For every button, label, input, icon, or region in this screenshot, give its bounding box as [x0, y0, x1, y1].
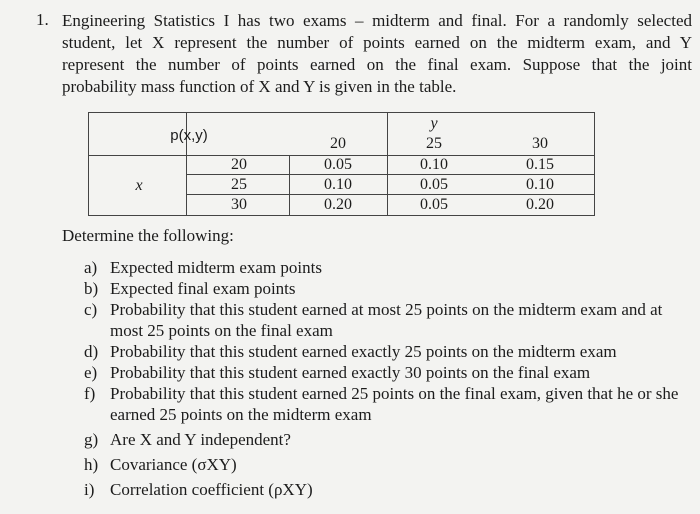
part-text: Expected midterm exam points — [110, 258, 322, 277]
part-text: Correlation coefficient (ρXY) — [110, 480, 313, 499]
table-cell: 0.10 — [526, 176, 554, 193]
list-item — [84, 299, 684, 341]
row-header: 20 — [231, 156, 247, 173]
part-letter: c) — [84, 300, 98, 319]
table-cell: 0.05 — [420, 196, 448, 213]
part-letter: e) — [84, 363, 98, 382]
intro-line: represent the number of points earned on the final exam. Suppose that the joint — [62, 55, 692, 74]
problem-intro — [62, 10, 692, 98]
part-letter: a) — [84, 258, 98, 277]
table-divider — [289, 155, 290, 215]
intro-line: student, let X represent the number of points earned on the midterm exam, and Y — [62, 33, 692, 52]
list-item — [84, 278, 684, 299]
pmf-label: p(x,y) — [170, 127, 208, 144]
problem-number: 1. — [36, 10, 49, 29]
part-letter: f) — [84, 384, 96, 403]
part-text: Are X and Y independent? — [110, 430, 291, 449]
list-item — [84, 454, 684, 475]
determine-label: Determine the following: — [62, 226, 234, 245]
list-item — [84, 383, 684, 425]
list-item — [84, 341, 684, 362]
part-letter: h) — [84, 455, 99, 474]
col-header: 20 — [330, 135, 346, 152]
col-header: 25 — [426, 135, 442, 152]
part-letter: g) — [84, 430, 99, 449]
table-divider — [186, 174, 594, 175]
intro-line: Engineering Statistics I has two exams – midterm and final. For a randomly selected — [62, 11, 692, 30]
part-text: Expected final exam points — [110, 279, 296, 298]
row-variable: x — [135, 177, 143, 194]
list-item — [84, 362, 684, 383]
table-cell: 0.05 — [420, 176, 448, 193]
part-letter: b) — [84, 279, 99, 298]
part-letter: i) — [84, 480, 95, 499]
table-divider — [186, 194, 594, 195]
part-text: Probability that this student earned at most 25 points on the midterm exam and at most 25 points on the final exam — [110, 300, 663, 340]
table-cell: 0.20 — [526, 196, 554, 213]
table-divider — [387, 113, 388, 215]
list-item — [84, 479, 684, 500]
part-text: Probability that this student earned exactly 30 points on the final exam — [110, 363, 591, 382]
table-cell: 0.15 — [526, 156, 554, 173]
table-cell: 0.10 — [324, 176, 352, 193]
part-text: Probability that this student earned 25 points on the final exam, given that he or she earned 25 points on the midterm exam — [110, 384, 679, 424]
list-item — [84, 257, 684, 278]
col-header: 30 — [532, 135, 548, 152]
part-text: Covariance (σXY) — [110, 455, 237, 474]
part-text: Probability that this student earned exactly 25 points on the midterm exam — [110, 342, 617, 361]
table-cell: 0.20 — [324, 196, 352, 213]
joint-pmf-table — [88, 112, 595, 216]
intro-line: probability mass function of X and Y is given in the table. — [62, 77, 457, 96]
row-header: 30 — [231, 196, 247, 213]
list-item — [84, 429, 684, 450]
table-cell: 0.05 — [324, 156, 352, 173]
part-letter: d) — [84, 342, 99, 361]
row-header: 25 — [231, 176, 247, 193]
parts-list — [84, 257, 684, 500]
table-cell: 0.10 — [420, 156, 448, 173]
col-variable: y — [430, 115, 438, 132]
